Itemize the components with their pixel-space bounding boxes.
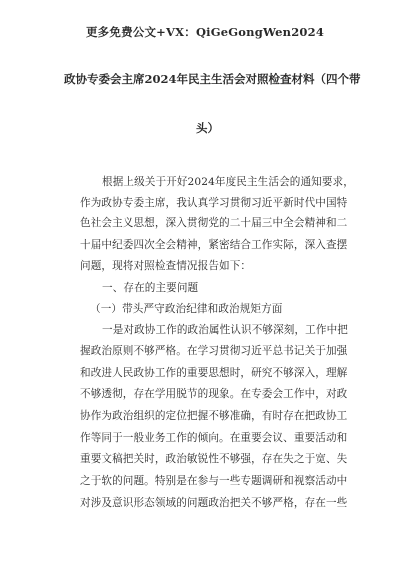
document-title-line-1: 政协专委会主席2024年民主生活会对照检查材料（四个带 <box>64 72 361 86</box>
paragraph-line: 之于软的问题。特别是在参与一些专题调研和视察活动中 <box>80 475 348 487</box>
paragraph-line: 不够透彻，存在学用脱节的现象。在专委会工作中，对政 <box>80 388 348 400</box>
document-title-line-2: 头） <box>196 121 219 135</box>
section-heading: 一、存在的主要问题 <box>102 282 199 294</box>
paragraph-line: 协作为政治组织的定位把握不够准确，有时存在把政协工 <box>80 410 348 422</box>
paragraph-line: 色社会主义思想，深入贯彻党的二十届三中全会精神和二 <box>80 217 348 229</box>
paragraph-line: 作为政协专委主席，我认真学习贯彻习近平新时代中国特 <box>80 197 348 209</box>
subsection-heading: （一）带头严守政治纪律和政治规矩方面 <box>90 303 283 315</box>
paragraph-line: 作等同于一般业务工作的倾向。在重要会议、重要活动和 <box>80 432 348 444</box>
promo-header: 更多免费公文+VX：QiGeGongWen2024 <box>85 25 325 39</box>
paragraph-line: 重要文稿把关时，政治敏锐性不够强，存在失之于宽、失 <box>80 453 348 465</box>
paragraph-line: 问题，现将对照检查情况报告如下： <box>80 260 252 272</box>
paragraph-line: 握政治原则不够严格。在学习贯彻习近平总书记关于加强 <box>80 345 348 357</box>
paragraph-line: 对涉及意识形态领域的问题政治把关不够严格，存在一些 <box>80 497 348 509</box>
paragraph-line: 一是对政协工作的政治属性认识不够深刻，工作中把 <box>102 324 348 336</box>
paragraph-line: 和改进人民政协工作的重要思想时，研究不够深入，理解 <box>80 367 348 379</box>
paragraph-line: 根据上级关于开好2024年度民主生活会的通知要求， <box>102 176 354 188</box>
paragraph-line: 十届中纪委四次全会精神，紧密结合工作实际，深入查摆 <box>80 239 348 251</box>
